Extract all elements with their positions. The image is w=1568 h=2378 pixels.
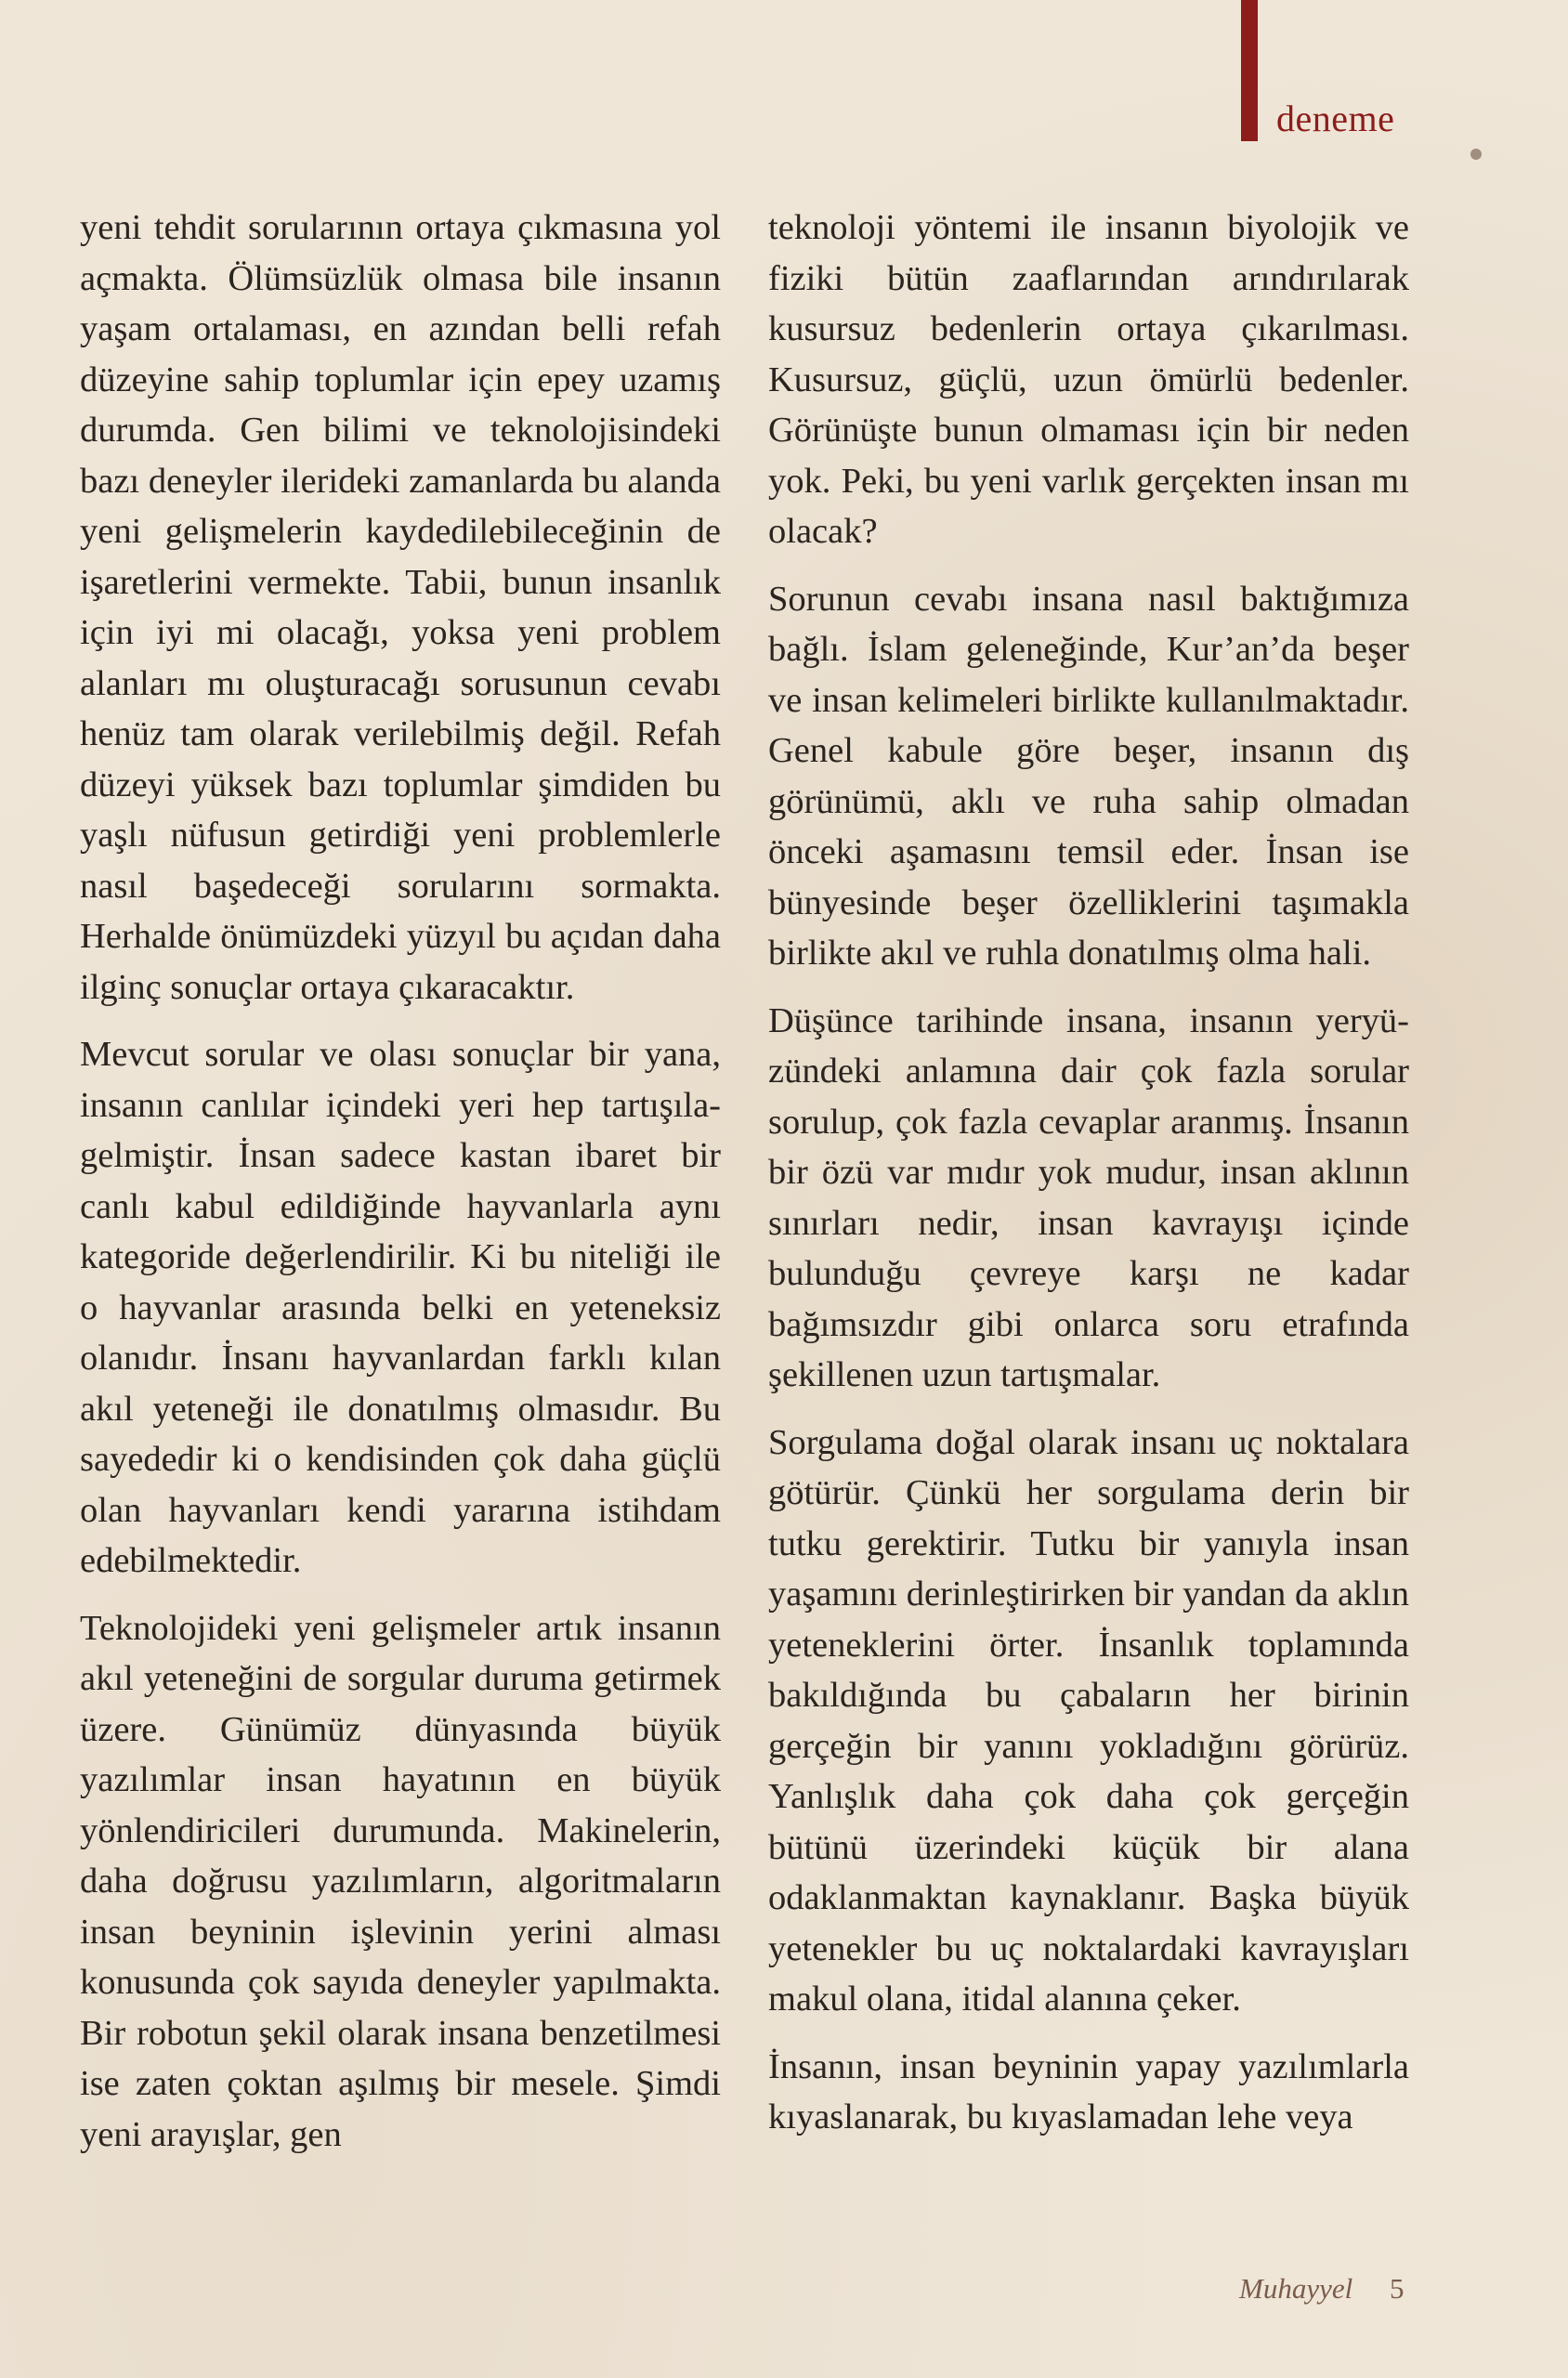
- paragraph: Mevcut sorular ve olası sonuçlar bir yana, insanın canlılar içindeki yeri hep tartışılagelmiştir. İnsan sadece kastan ibaret bir canlı kabul edildiğinde hayvanlarla aynı kategoride değerlendirilir. Ki bu niteliği ile o hayvanlar arasında belki en yeteneksiz olanıdır. İnsanı hayvanlardan farklı kılan akıl yeteneği ile donatılmış olmasıdır. Bu sayededir ki o kendisinden çok daha güçlü olan hayvanları kendi yararına istihdam edebilmektedir.: [80, 1035, 721, 1580]
- paragraph: Sorunun cevabı insana nasıl baktığımıza bağlı. İslam geleneğinde, Kur’an’da beşer ve insan kelimeleri birlikte kullanılmaktadır. Genel kabule göre beşer, insanın dış görünümü, aklı ve ruha sahip olmadan önceki aşamasını temsil eder. İnsan ise bünyesinde beşer özelliklerini taşımakla birlikte akıl ve ruhla donatılmış olma hali.: [768, 579, 1409, 973]
- paragraph: Teknolojideki yeni gelişmeler artık insanın akıl yeteneğini de sorgular duruma getirmek üzere. Günümüz dünyasında büyük yazılımlar insan hayatının en büyük yönlendiricileri durumunda. Makinelerin, daha doğrusu yazılımların, algoritmaların insan beyninin işlevinin yerini alması konusunda çok sayıda deneyler yapılmakta. Bir robotun şekil olarak insana benzetilmesi ise zaten çoktan aşılmış bir mesele. Şimdi yeni arayışlar, gen: [80, 1608, 721, 2154]
- paragraph: Düşünce tarihinde insana, insanın yeryüzündeki anlamına dair çok fazla sorular sorulup, çok fazla cevaplar aranmış. İnsanın bir özü var mıdır yok mudur, insan aklının sınırları nedir, insan kavrayışı içinde bulunduğu çevreye karşı ne kadar bağımsızdır gibi onlarca soru etrafında şekillenen uzun tartışmalar.: [768, 1000, 1409, 1394]
- page-number: 5: [1390, 2272, 1405, 2305]
- text-column-left: [80, 203, 721, 2176]
- section-marker-bar: [1241, 0, 1258, 141]
- paragraph: İnsanın, insan beyninin yapay yazılımlarla kıyaslanarak, bu kıyaslamadan lehe veya: [768, 2046, 1409, 2136]
- magazine-name: Muhayyel: [1239, 2272, 1353, 2305]
- paper-speck: [1470, 149, 1482, 160]
- paragraph: yeni tehdit sorularının ortaya çıkmasına yol açmakta. Ölümsüzlük olmasa bile insanın yaşam ortalaması, en azından belli refah düzeyine sahip toplumlar için epey uzamış durumda. Gen bilimi ve teknolojisindeki bazı deneyler ilerideki zamanlarda bu alanda yeni gelişmelerin kaydedilebileceğinin de işaretlerini vermekte. Tabii, bunun insanlık için iyi mi olacağı, yoksa yeni problem alanları mı oluşturacağı sorusunun cevabı henüz tam olarak verilebilmiş değil. Refah düzeyi yüksek bazı toplumlar şimdiden bu yaşlı nüfusun getirdiği yeni problemlerle nasıl başedeceği sorularını sormakta. Herhalde önümüzdeki yüzyıl bu açıdan daha ilginç sonuçlar ortaya çıkaracaktır.: [80, 208, 721, 1007]
- paragraph: teknoloji yöntemi ile insanın biyolojik ve fiziki bütün zaaflarından arındırılarak kusursuz bedenlerin ortaya çıkarılması. Kusursuz, güçlü, uzun ömürlü bedenler. Görünüşte bunun olmaması için bir neden yok. Peki, bu yeni varlık gerçekten insan mı olacak?: [768, 208, 1409, 551]
- text-column-right: [768, 203, 1409, 2160]
- section-label: deneme: [1276, 98, 1395, 139]
- paragraph: Sorgulama doğal olarak insanı uç noktalara götürür. Çünkü her sorgulama derin bir tutku gerektirir. Tutku bir yanıyla insan yaşamını derinleştirirken bir yandan da aklın yeteneklerini örter. İnsanlık toplamında bakıldığında bu çabaların her birinin gerçeğin bir yanını yokladığını görürüz. Yanlışlık daha çok daha çok gerçeğin bütünü üzerindeki küçük bir alana odaklanmaktan kaynaklanır. Başka büyük yetenekler bu uç noktalardaki kavrayışları makul olana, itidal alanına çeker.: [768, 1422, 1409, 2019]
